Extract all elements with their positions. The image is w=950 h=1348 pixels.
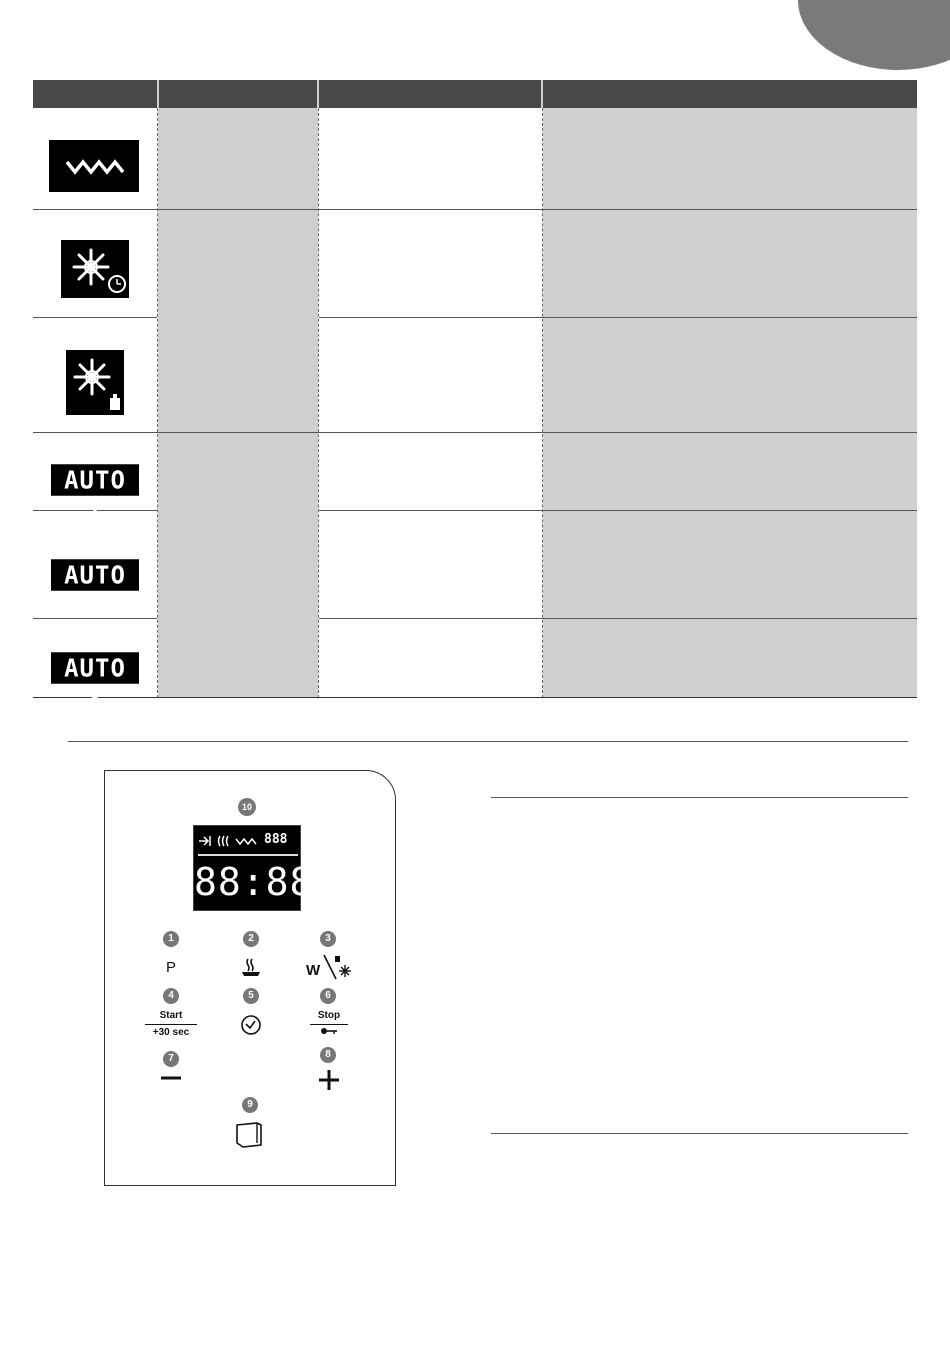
plus-icon — [317, 1068, 341, 1092]
section-divider — [68, 741, 908, 742]
badge-10: 10 — [238, 798, 256, 816]
weight-defrost-icon — [306, 953, 354, 981]
table-cell — [543, 433, 917, 511]
row-divider — [33, 209, 917, 210]
table-cell — [543, 210, 917, 318]
microwave-wave-icon — [49, 140, 139, 192]
plus-button[interactable] — [317, 1068, 341, 1092]
column-divider — [542, 108, 543, 698]
auto-2-label: AUTO 2 — [51, 559, 139, 591]
table-cell — [543, 108, 917, 210]
defrost-by-weight-icon — [66, 350, 124, 415]
display-indicator-row — [198, 832, 298, 850]
door-open-button[interactable] — [235, 1121, 265, 1149]
page-corner-tab — [798, 0, 950, 70]
table-cell — [319, 619, 542, 697]
header-separator — [317, 80, 319, 108]
row-divider — [33, 317, 157, 318]
display-counter: 888 — [264, 832, 288, 847]
grill-icon — [239, 957, 263, 979]
table-cell — [543, 619, 917, 697]
plus-30-label: +30 sec — [152, 1027, 190, 1038]
clock-icon — [240, 1014, 262, 1036]
table-header — [33, 80, 917, 108]
clock-button[interactable] — [240, 1014, 262, 1036]
start-button[interactable] — [145, 1010, 197, 1039]
table-cell — [319, 511, 542, 619]
weight-defrost-button[interactable] — [306, 953, 354, 981]
table-cell — [319, 433, 542, 511]
table-cell-group-3 — [158, 433, 318, 697]
column-divider — [318, 108, 319, 698]
table-bottom-border — [33, 697, 917, 698]
right-column-bottom-rule — [491, 1133, 908, 1134]
badge-8: 8 — [320, 1047, 336, 1063]
badge-2: 2 — [243, 931, 259, 947]
defrost-by-time-icon — [61, 240, 129, 298]
display-time: 88:88 — [194, 860, 314, 904]
column-divider — [157, 108, 158, 698]
minus-icon — [160, 1071, 182, 1085]
stop-button[interactable] — [310, 1010, 348, 1039]
badge-7: 7 — [163, 1051, 179, 1067]
badge-3: 3 — [320, 931, 336, 947]
control-panel-diagram — [104, 770, 396, 1186]
badge-6: 6 — [320, 988, 336, 1004]
auto-3-label: AUTO 3 — [51, 652, 139, 684]
table-cell — [543, 318, 917, 433]
table-cell — [543, 511, 917, 619]
start-label: Start — [145, 1010, 197, 1025]
weight-letter: W — [306, 962, 321, 979]
lcd-display — [193, 825, 314, 911]
table-cell — [319, 108, 542, 210]
table-cell — [319, 318, 542, 433]
stop-label: Stop — [310, 1010, 348, 1025]
row-divider — [319, 317, 917, 318]
auto-1-label: AUTO 1 — [51, 464, 139, 496]
header-separator — [541, 80, 543, 108]
grill-button[interactable] — [239, 957, 263, 979]
table-cell-group-1 — [158, 108, 318, 210]
badge-4: 4 — [163, 988, 179, 1004]
badge-9: 9 — [242, 1097, 258, 1113]
table-cell — [319, 210, 542, 318]
minus-button[interactable] — [160, 1071, 182, 1085]
row-divider — [319, 510, 917, 511]
program-button[interactable]: P — [165, 959, 176, 976]
key-lock-icon — [320, 1027, 338, 1035]
display-rule — [198, 854, 298, 856]
right-column-top-rule — [491, 797, 908, 798]
badge-5: 5 — [243, 988, 259, 1004]
row-divider — [33, 432, 917, 433]
door-open-icon — [235, 1121, 265, 1149]
table-cell-group-2 — [158, 210, 318, 433]
header-separator — [157, 80, 159, 108]
display-indicator-icons — [198, 833, 262, 849]
row-divider — [319, 618, 917, 619]
badge-1: 1 — [163, 931, 179, 947]
